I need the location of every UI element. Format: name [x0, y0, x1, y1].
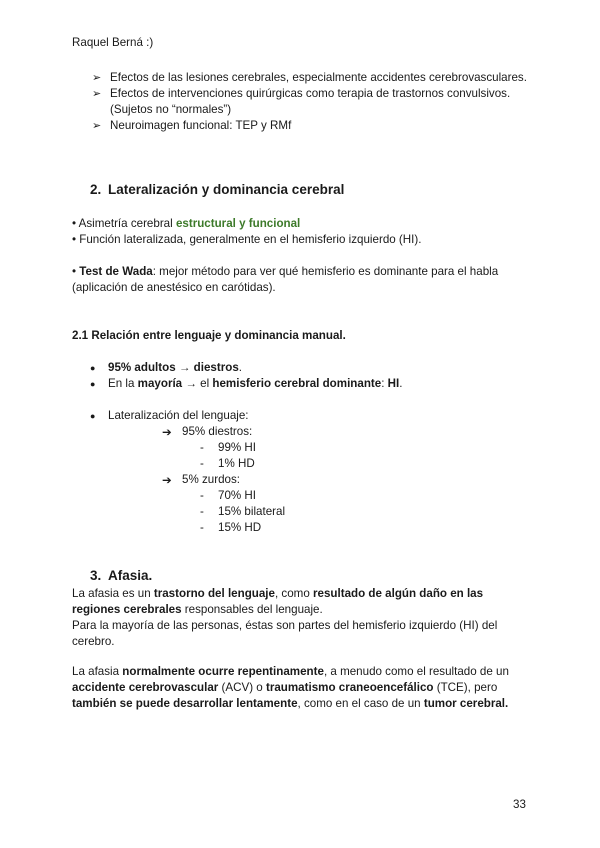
- diestros-label: 95% diestros:: [182, 425, 253, 438]
- section-2-heading: 2. Lateralización y dominancia cerebral: [90, 182, 345, 197]
- list-item: - 15% HD: [200, 521, 262, 534]
- section-2-bullets: [72, 216, 532, 248]
- section-2-1-heading: 2.1 Relación entre lenguaje y dominancia manual.: [72, 329, 346, 342]
- zurdos-label: 5% zurdos:: [182, 473, 240, 486]
- page-number: 33: [513, 798, 526, 811]
- arrowhead-bullet-icon: ➢: [92, 71, 102, 84]
- wada-paragraph: • Test de Wada: mejor método para ver qué hemisferio es dominante para el habla (aplicación de anestésico en carótidas).: [72, 265, 499, 294]
- list-item: ● Lateralización del lenguaje:: [90, 409, 249, 422]
- list-item: - 1% HD: [200, 457, 255, 470]
- list-item: - 70% HI: [200, 489, 257, 502]
- arrow-right-icon: ➔: [162, 425, 172, 439]
- intro-list: [92, 70, 542, 134]
- arrowhead-bullet-icon: ➢: [92, 119, 102, 132]
- list-item: ➢ Efectos de las lesiones cerebrales, especialmente accidentes cerebrovasculares.: [92, 71, 527, 84]
- asymmetry-line: • Asimetría cerebral estructural y funcional: [72, 217, 301, 230]
- list-item: ● En la mayoría → el hemisferio cerebral dominante: HI.: [90, 377, 403, 390]
- bullet-icon: ●: [90, 363, 96, 373]
- bullet-icon: ●: [90, 411, 96, 421]
- bullet-icon: ●: [90, 379, 96, 389]
- dominance-list: [90, 360, 403, 392]
- section-3-heading: 3. Afasia.: [90, 568, 153, 583]
- aphasia-definition-paragraph: La afasia es un trastorno del lenguaje, como resultado de algún daño en las regiones cerebrales responsables del lenguaje. Para la mayoría de las personas, éstas son partes del hemisferio izquierdo (HI) del cerebro.: [72, 587, 498, 648]
- lateralization-line: • Función lateralizada, generalmente en el hemisferio izquierdo (HI).: [72, 233, 422, 246]
- arrowhead-bullet-icon: ➢: [92, 87, 102, 100]
- lateralization-list: [90, 408, 390, 548]
- list-item: ➢ Neuroimagen funcional: TEP y RMf: [92, 119, 292, 132]
- list-item: ➢ Efectos de intervenciones quirúrgicas como terapia de trastornos convulsivos. (Sujetos no “normales”): [92, 87, 511, 116]
- list-item: - 15% bilateral: [200, 505, 286, 518]
- list-item: - 99% HI: [200, 441, 257, 454]
- aphasia-onset-paragraph: La afasia normalmente ocurre repentinamente, a menudo como el resultado de un accidente cerebrovascular (ACV) o traumatismo craneoencefálico (TCE), pero también se puede desarrollar lentamente, como en el caso de un tumor cerebral.: [72, 665, 509, 710]
- list-item: ● 95% adultos → diestros.: [90, 361, 243, 374]
- document-author: Raquel Berná :): [72, 36, 154, 49]
- arrow-right-icon: ➔: [162, 473, 172, 487]
